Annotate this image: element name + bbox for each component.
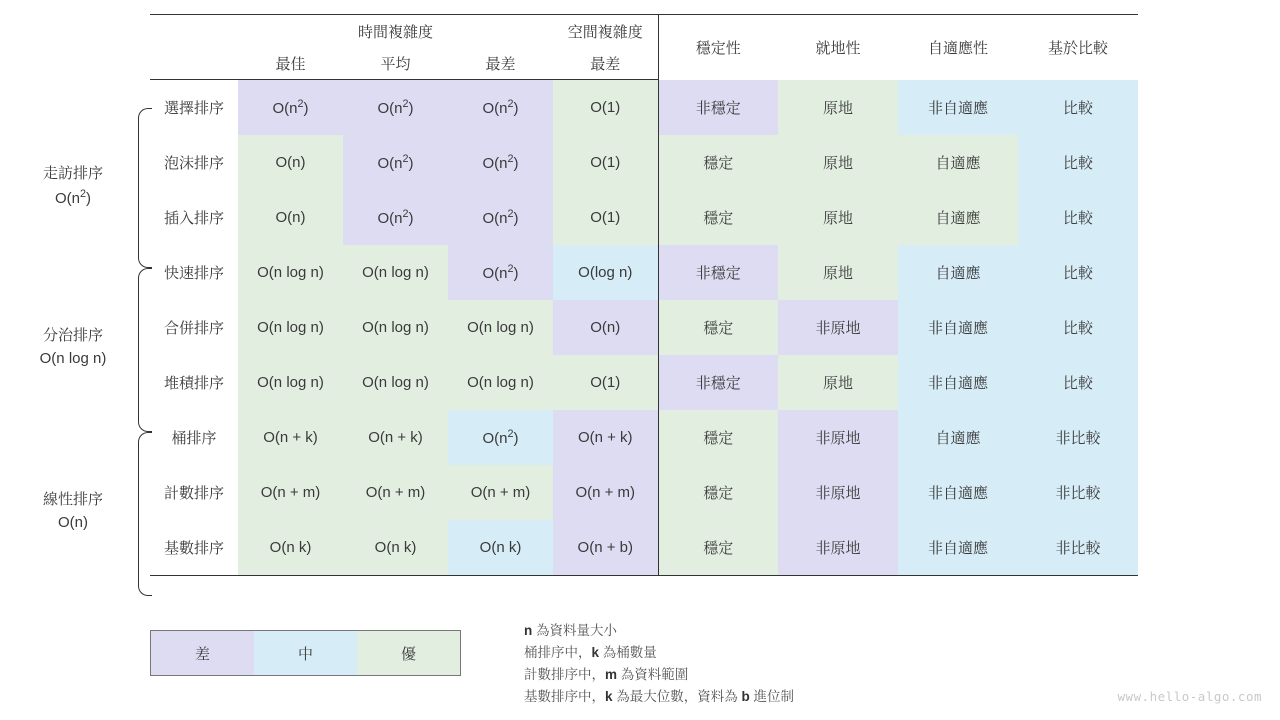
table-row bbox=[150, 355, 1138, 410]
cell-best: O(n log n) bbox=[238, 300, 343, 355]
cell-best: O(n) bbox=[238, 190, 343, 245]
cell-comparison: 非比較 bbox=[1018, 520, 1138, 576]
footnote-line: 桶排序中，k 為桶數量 bbox=[524, 644, 657, 660]
cell-adaptive: 非自適應 bbox=[898, 355, 1018, 410]
cell-stability: 穩定 bbox=[658, 410, 778, 465]
cell-adaptive: 非自適應 bbox=[898, 465, 1018, 520]
cell-worst: $O(n^2)$ bbox=[448, 80, 553, 136]
cell-stability: 穩定 bbox=[658, 465, 778, 520]
cell-in-place: 原地 bbox=[778, 245, 898, 300]
cell-comparison: 比較 bbox=[1018, 245, 1138, 300]
group-label-2-line1: 分治排序 bbox=[42, 327, 103, 344]
table-row bbox=[150, 300, 1138, 355]
cell-adaptive: 自適應 bbox=[898, 190, 1018, 245]
header-space-worst: 最差 bbox=[553, 47, 658, 80]
cell-comparison: 非比較 bbox=[1018, 465, 1138, 520]
cell-comparison: 比較 bbox=[1018, 190, 1138, 245]
header-average: 平均 bbox=[343, 47, 448, 80]
cell-worst: $O(n^2)$ bbox=[448, 135, 553, 190]
algorithm-name: 計數排序 bbox=[163, 485, 224, 502]
header-space-complexity: 空間複雜度 bbox=[553, 15, 658, 48]
algorithm-name: 基數排序 bbox=[150, 520, 238, 576]
cell-comparison: 比較 bbox=[1018, 355, 1138, 410]
cell-in-place: 原地 bbox=[778, 135, 898, 190]
cell-average: $O(n^2)$ bbox=[343, 80, 448, 136]
watermark: www.hello-algo.com bbox=[1117, 689, 1262, 704]
table-row bbox=[150, 465, 1138, 520]
sorting-algorithms-table bbox=[150, 14, 1138, 576]
group-label-3-line1: 線性排序 bbox=[42, 491, 103, 508]
cell-average: O(n k) bbox=[343, 520, 448, 576]
cell-comparison: 非比較 bbox=[1018, 410, 1138, 465]
cell-best: $O(n^2)$ bbox=[238, 80, 343, 136]
header-sub-corner bbox=[150, 47, 238, 80]
header-stability: 穩定性 bbox=[658, 15, 778, 80]
cell-in-place: 原地 bbox=[778, 355, 898, 410]
group-label-1-line1: 走訪排序 bbox=[42, 165, 103, 182]
cell-stability: 非穩定 bbox=[658, 355, 778, 410]
header-in-place: 就地性 bbox=[778, 15, 898, 80]
cell-best: O(n + m) bbox=[238, 465, 343, 520]
cell-space: O(log n) bbox=[553, 245, 658, 300]
cell-space: O(1) bbox=[553, 80, 658, 136]
footnote-line: 基數排序中，k 為最大位數，資料為 b 進位制 bbox=[524, 688, 795, 704]
table-row bbox=[150, 410, 1138, 465]
table-row bbox=[150, 520, 1138, 576]
cell-worst: $O(n^2)$ bbox=[448, 190, 553, 245]
cell-average: O(n + m) bbox=[343, 465, 448, 520]
cell-best: O(n log n) bbox=[238, 355, 343, 410]
table-row bbox=[150, 245, 1138, 300]
group-label-3-line2: O(n) bbox=[58, 513, 88, 531]
group-label-2-line2: O(n log n) bbox=[39, 349, 107, 367]
cell-best: O(n) bbox=[238, 135, 343, 190]
cell-adaptive: 自適應 bbox=[898, 135, 1018, 190]
cell-worst: $O(n^2)$ bbox=[448, 410, 553, 465]
cell-in-place: 非原地 bbox=[778, 300, 898, 355]
algorithm-name: 桶排序 bbox=[171, 430, 217, 447]
cell-average: O(n log n) bbox=[343, 355, 448, 410]
header-corner bbox=[150, 15, 238, 48]
algorithm-name: 泡沫排序 bbox=[163, 155, 224, 172]
cell-comparison: 比較 bbox=[1018, 135, 1138, 190]
cell-stability: 非穩定 bbox=[658, 245, 778, 300]
group-label-1-line2: $O(n^2)$ bbox=[54, 187, 92, 207]
group-label-3 bbox=[8, 489, 138, 534]
algorithm-name: 堆積排序 bbox=[163, 375, 224, 392]
footnotes bbox=[524, 620, 794, 707]
header-row-groups bbox=[150, 15, 1138, 48]
cell-adaptive: 非自適應 bbox=[898, 300, 1018, 355]
cell-comparison: 比較 bbox=[1018, 300, 1138, 355]
cell-adaptive: 自適應 bbox=[898, 245, 1018, 300]
cell-worst: O(n + m) bbox=[448, 465, 553, 520]
cell-worst: O(n log n) bbox=[448, 300, 553, 355]
cell-space: O(1) bbox=[553, 135, 658, 190]
cell-average: O(n + k) bbox=[343, 410, 448, 465]
group-label-1 bbox=[8, 163, 138, 210]
cell-adaptive: 非自適應 bbox=[898, 80, 1018, 136]
footnote-line: 計數排序中，m 為資料範圍 bbox=[524, 666, 689, 682]
cell-space: O(n + k) bbox=[553, 410, 658, 465]
cell-worst: O(n log n) bbox=[448, 355, 553, 410]
legend bbox=[150, 630, 461, 676]
header-comparison: 基於比較 bbox=[1018, 15, 1138, 80]
cell-adaptive: 非自適應 bbox=[898, 520, 1018, 576]
cell-stability: 穩定 bbox=[658, 520, 778, 576]
cell-in-place: 非原地 bbox=[778, 465, 898, 520]
cell-space: O(n + m) bbox=[553, 465, 658, 520]
table-row bbox=[150, 190, 1138, 245]
algorithm-name: 快速排序 bbox=[163, 265, 224, 282]
cell-best: O(n log n) bbox=[238, 245, 343, 300]
header-time-complexity: 時間複雜度 bbox=[238, 15, 553, 48]
cell-adaptive: 自適應 bbox=[898, 410, 1018, 465]
table-row bbox=[150, 80, 1138, 136]
cell-best: O(n k) bbox=[238, 520, 343, 576]
header-adaptive: 自適應性 bbox=[898, 15, 1018, 80]
algorithm-name: 插入排序 bbox=[163, 210, 224, 227]
cell-worst: O(n k) bbox=[448, 520, 553, 576]
cell-average: $O(n^2)$ bbox=[343, 190, 448, 245]
algorithm-name: 合併排序 bbox=[163, 320, 224, 337]
table-row bbox=[150, 135, 1138, 190]
cell-space: O(n + b) bbox=[553, 520, 658, 576]
table-body bbox=[150, 80, 1138, 576]
cell-in-place: 非原地 bbox=[778, 410, 898, 465]
cell-stability: 穩定 bbox=[658, 300, 778, 355]
legend-item-mid: 中 bbox=[254, 631, 357, 675]
cell-stability: 穩定 bbox=[658, 190, 778, 245]
header-best: 最佳 bbox=[238, 47, 343, 80]
legend-item-good: 優 bbox=[357, 631, 460, 675]
cell-comparison: 比較 bbox=[1018, 80, 1138, 136]
cell-average: $O(n^2)$ bbox=[343, 135, 448, 190]
cell-space: O(1) bbox=[553, 190, 658, 245]
cell-worst: $O(n^2)$ bbox=[448, 245, 553, 300]
cell-average: O(n log n) bbox=[343, 300, 448, 355]
footnote-line: n 為資料量大小 bbox=[524, 623, 618, 638]
legend-item-bad: 差 bbox=[151, 631, 254, 675]
cell-space: O(n) bbox=[553, 300, 658, 355]
cell-in-place: 非原地 bbox=[778, 520, 898, 576]
cell-average: O(n log n) bbox=[343, 245, 448, 300]
cell-in-place: 原地 bbox=[778, 190, 898, 245]
cell-space: O(1) bbox=[553, 355, 658, 410]
cell-in-place: 原地 bbox=[778, 80, 898, 136]
header-worst: 最差 bbox=[448, 47, 553, 80]
group-label-2 bbox=[8, 325, 138, 370]
cell-stability: 非穩定 bbox=[658, 80, 778, 136]
cell-best: O(n + k) bbox=[238, 410, 343, 465]
algorithm-name: 選擇排序 bbox=[163, 100, 224, 117]
cell-stability: 穩定 bbox=[658, 135, 778, 190]
